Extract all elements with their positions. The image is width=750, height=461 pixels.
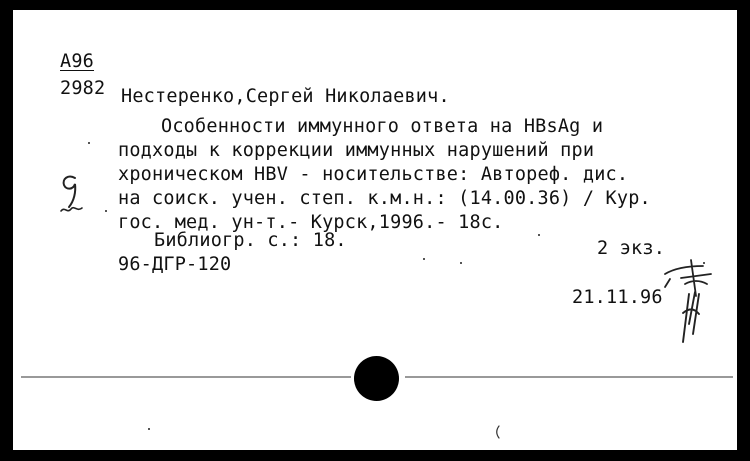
- author-name: Нестеренко,Сергей Николаевич.: [121, 86, 450, 107]
- card-date: 21.11.96: [572, 287, 663, 308]
- title-line-4: на соиск. учен. степ. к.м.н.: (14.00.36) / Кур.: [118, 188, 651, 209]
- dust-speck: [105, 210, 107, 212]
- dust-speck: [423, 258, 425, 260]
- bottom-ink-mark: [493, 424, 505, 440]
- inventory-number: 2982: [60, 78, 106, 99]
- dust-speck: [88, 142, 90, 144]
- classifier-code: 96-ДГР-120: [118, 254, 232, 275]
- signature-lower-mark: [675, 290, 709, 346]
- title-line-5: гос. мед. ун-т.- Курск,1996.- 18с.: [118, 212, 504, 233]
- punch-hole: [354, 356, 399, 401]
- title-line-2: подходы к коррекции иммунных нарушений при: [118, 140, 595, 161]
- dust-speck: [460, 262, 462, 264]
- title-line-1: Особенности иммунного ответа на HBsAg и: [161, 116, 604, 137]
- catalog-card: [13, 10, 737, 450]
- call-number: А96: [60, 51, 95, 72]
- bibliography-note: Библиогр. с.: 18.: [154, 230, 347, 251]
- dust-speck: [538, 234, 540, 236]
- dust-speck: [148, 428, 150, 430]
- signature-upper-mark: [661, 256, 717, 300]
- dust-speck: [703, 262, 705, 264]
- title-line-3: хроническом HBV - носительстве: Автореф. дис.: [118, 164, 629, 185]
- copies-count: 2 экз.: [597, 238, 666, 259]
- handwritten-nine-mark: [57, 172, 85, 218]
